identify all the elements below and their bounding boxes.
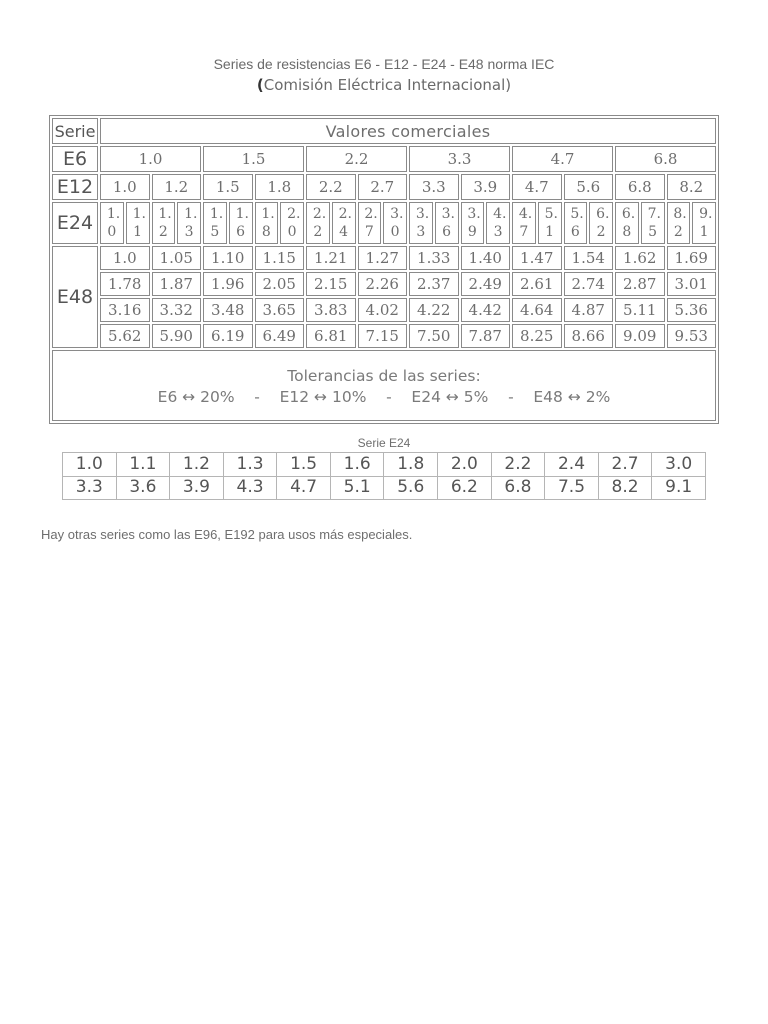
e24-value [332, 202, 356, 244]
e24-value-text: 2.2 [312, 206, 327, 240]
e24-value [203, 202, 227, 244]
e48-value: 4.42 [461, 298, 511, 322]
e48-value: 4.22 [409, 298, 459, 322]
e24-value-text: 3.0 [390, 206, 404, 240]
e48-value: 3.01 [667, 272, 717, 296]
e24-table-cell: 3.0 [652, 453, 706, 477]
e6-value: 1.5 [203, 146, 304, 172]
e24-table-cell: 1.8 [384, 453, 438, 477]
e24-value [667, 202, 691, 244]
e24-label: E24 [52, 202, 98, 244]
e48-value: 7.50 [409, 324, 459, 348]
e24-value-text: 7.5 [647, 206, 661, 240]
e12-value: 3.9 [461, 174, 511, 200]
e24-value [615, 202, 639, 244]
e48-value: 5.62 [100, 324, 150, 348]
e48-value: 3.48 [203, 298, 253, 322]
e48-value: 8.66 [564, 324, 614, 348]
e24-value-text: 8.2 [673, 206, 687, 240]
e24-table-cell: 1.0 [63, 453, 117, 477]
document-title [0, 54, 768, 95]
e24-value [692, 202, 716, 244]
e24-table-cell: 1.3 [223, 453, 277, 477]
e24-table-cell: 4.7 [277, 476, 331, 500]
e48-value: 1.05 [152, 246, 202, 270]
e6-value: 6.8 [615, 146, 716, 172]
tolerance-row [52, 350, 716, 421]
e24-table-cell: 7.5 [545, 476, 599, 500]
e24-row [52, 202, 716, 244]
e48-row [52, 324, 716, 348]
e48-row [52, 298, 716, 322]
e12-value: 1.2 [152, 174, 202, 200]
e48-value: 1.87 [152, 272, 202, 296]
e48-value: 2.87 [615, 272, 665, 296]
e24-value-text: 5.6 [570, 206, 584, 240]
e48-value: 9.53 [667, 324, 717, 348]
e24-table-row [63, 453, 706, 477]
e48-row [52, 246, 716, 270]
e24-value [100, 202, 124, 244]
e24-table-cell: 1.2 [170, 453, 224, 477]
e24-value-text: 1.1 [132, 206, 146, 240]
e24-value-text: 2.0 [287, 206, 301, 240]
e48-value: 1.40 [461, 246, 511, 270]
e24-value [229, 202, 253, 244]
e24-value [409, 202, 433, 244]
e24-table-row [63, 476, 706, 500]
e24-series-table [62, 452, 706, 500]
e12-value: 6.8 [615, 174, 665, 200]
e24-table-caption: Serie E24 [357, 436, 411, 450]
e12-row [52, 174, 716, 200]
e24-value-text: 1.6 [235, 206, 249, 240]
e48-value: 3.83 [306, 298, 356, 322]
title-subtitle: Comisión Eléctrica Internacional) [263, 76, 512, 94]
footnote: Hay otras series como las E96, E192 para usos más especiales. [41, 527, 413, 542]
e24-value-text: 5.1 [544, 206, 558, 240]
e24-table-cell: 3.9 [170, 476, 224, 500]
e24-value-text: 4.3 [493, 206, 507, 240]
e24-value [512, 202, 536, 244]
e48-value: 6.81 [306, 324, 356, 348]
e24-table-cell: 1.6 [330, 453, 384, 477]
e24-value-text: 2.7 [364, 206, 378, 240]
e24-table-cell: 6.2 [438, 476, 492, 500]
e48-value: 1.54 [564, 246, 614, 270]
e24-value [280, 202, 304, 244]
e6-row [52, 146, 716, 172]
e48-value: 2.74 [564, 272, 614, 296]
e24-value-text: 1.3 [184, 206, 198, 240]
e24-value [435, 202, 459, 244]
header-cell: Valores comerciales [100, 118, 716, 144]
e48-row [52, 272, 716, 296]
e48-value: 1.78 [100, 272, 150, 296]
e24-value-text: 6.8 [621, 206, 636, 240]
e12-value: 1.0 [100, 174, 150, 200]
e48-value: 2.49 [461, 272, 511, 296]
e48-value: 1.96 [203, 272, 253, 296]
e48-value: 1.27 [358, 246, 408, 270]
e48-label: E48 [52, 246, 98, 348]
e6-value: 1.0 [100, 146, 201, 172]
e48-value: 9.09 [615, 324, 665, 348]
e24-value-text: 1.5 [209, 206, 224, 240]
e24-table-cell: 3.6 [116, 476, 170, 500]
e24-table-cell: 2.0 [438, 453, 492, 477]
e24-table-cell: 2.7 [598, 453, 652, 477]
e24-value [152, 202, 176, 244]
e24-table-cell: 1.5 [277, 453, 331, 477]
e24-value [486, 202, 510, 244]
e48-value: 8.25 [512, 324, 562, 348]
e48-value: 6.19 [203, 324, 253, 348]
e12-value: 4.7 [512, 174, 562, 200]
e24-table-cell: 2.4 [545, 453, 599, 477]
e12-value: 1.5 [203, 174, 253, 200]
title-paren: ( [256, 76, 264, 94]
e24-value-text: 6.2 [596, 206, 610, 240]
e24-value [538, 202, 562, 244]
e6-value: 2.2 [306, 146, 407, 172]
tolerance-title: Tolerancias de las series: [287, 366, 481, 385]
e48-value: 1.15 [255, 246, 305, 270]
e48-value: 4.87 [564, 298, 614, 322]
e48-value: 5.90 [152, 324, 202, 348]
e24-value-text: 1.2 [158, 206, 172, 240]
e48-value: 2.05 [255, 272, 305, 296]
e6-value: 4.7 [512, 146, 613, 172]
e24-value [306, 202, 330, 244]
corner-cell: Serie [52, 118, 98, 144]
e24-table-cell: 1.1 [116, 453, 170, 477]
e24-value [358, 202, 382, 244]
e48-value: 2.15 [306, 272, 356, 296]
tolerance-values: E6 ↔ 20% - E12 ↔ 10% - E24 ↔ 5% - E48 ↔ 2% [157, 387, 611, 406]
e24-table-cell: 8.2 [598, 476, 652, 500]
title-line-1: Series de resistencias E6 - E12 - E24 - E48 norma IEC [213, 56, 555, 72]
e48-value: 1.33 [409, 246, 459, 270]
e48-value: 1.0 [100, 246, 150, 270]
e24-table-cell: 3.3 [63, 476, 117, 500]
e12-value: 2.2 [306, 174, 356, 200]
e48-value: 2.37 [409, 272, 459, 296]
e24-table-cell: 5.6 [384, 476, 438, 500]
e24-value-text: 3.3 [415, 206, 430, 240]
e12-value: 8.2 [667, 174, 717, 200]
e48-value: 2.26 [358, 272, 408, 296]
e48-value: 1.47 [512, 246, 562, 270]
e48-value: 3.16 [100, 298, 150, 322]
e48-value: 6.49 [255, 324, 305, 348]
tolerance-cell [52, 350, 716, 421]
e24-value [177, 202, 201, 244]
e48-value: 4.64 [512, 298, 562, 322]
e48-value: 7.87 [461, 324, 511, 348]
e24-table-cell: 9.1 [652, 476, 706, 500]
e24-value [255, 202, 279, 244]
e48-value: 1.62 [615, 246, 665, 270]
e12-value: 2.7 [358, 174, 408, 200]
e24-value [383, 202, 407, 244]
e6-label: E6 [52, 146, 98, 172]
e24-value-text: 1.8 [261, 206, 275, 240]
e12-value: 1.8 [255, 174, 305, 200]
e12-value: 3.3 [409, 174, 459, 200]
e24-value [589, 202, 613, 244]
e48-value: 2.61 [512, 272, 562, 296]
e24-value-text: 3.6 [441, 206, 455, 240]
e48-value: 7.15 [358, 324, 408, 348]
e48-value: 3.65 [255, 298, 305, 322]
e48-value: 1.69 [667, 246, 717, 270]
e48-value: 5.11 [615, 298, 665, 322]
e24-table-cell: 6.8 [491, 476, 545, 500]
e24-value-text: 2.4 [338, 206, 352, 240]
e24-table-cell: 2.2 [491, 453, 545, 477]
e6-value: 3.3 [409, 146, 510, 172]
e48-value: 1.21 [306, 246, 356, 270]
e24-value [461, 202, 485, 244]
e24-value [641, 202, 665, 244]
e48-value: 5.36 [667, 298, 717, 322]
e12-label: E12 [52, 174, 98, 200]
e12-value: 5.6 [564, 174, 614, 200]
e24-value-text: 9.1 [699, 206, 713, 240]
header-row [52, 118, 716, 144]
e24-value-text: 1.0 [106, 206, 121, 240]
e24-value-text: 4.7 [518, 206, 533, 240]
e24-table-cell: 4.3 [223, 476, 277, 500]
e24-value [126, 202, 150, 244]
title-line-2 [0, 75, 768, 95]
e24-value [564, 202, 588, 244]
resistance-series-table [49, 115, 719, 424]
e48-value: 3.32 [152, 298, 202, 322]
e24-value-text: 3.9 [467, 206, 481, 240]
e24-table-cell: 5.1 [330, 476, 384, 500]
e48-value: 4.02 [358, 298, 408, 322]
e48-value: 1.10 [203, 246, 253, 270]
